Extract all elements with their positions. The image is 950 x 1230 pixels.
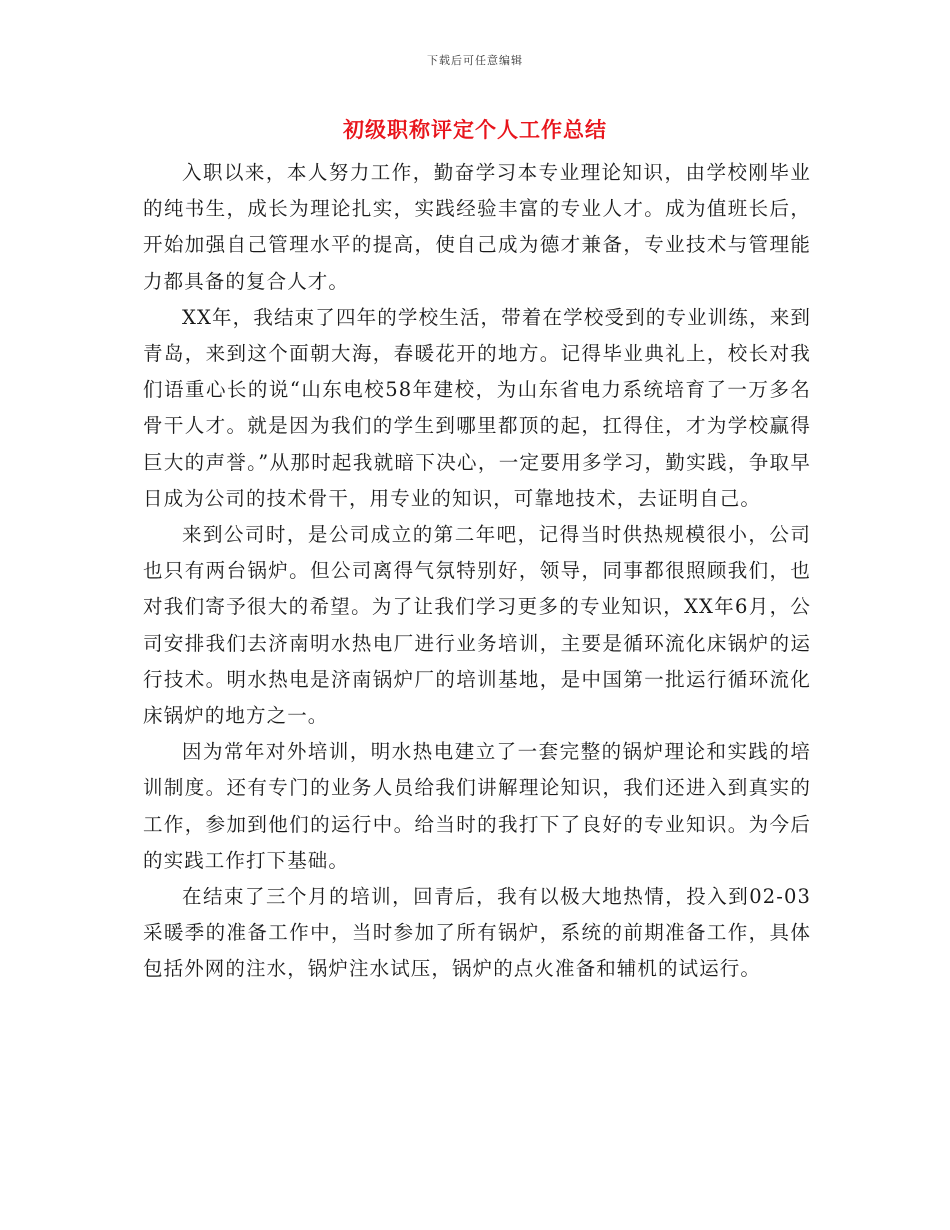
document-body — [143, 155, 811, 988]
header-note: 下载后可任意编辑 — [427, 54, 523, 67]
paragraph: XX年，我结束了四年的学校生活，带着在学校受到的专业训练，来到青岛，来到这个面朝大海，春暖花开的地方。记得毕业典礼上，校长对我们语重心长的说“山东电校58年建校，为山东省电力系统培育了一万多名骨干人才。就是因为我们的学生到哪里都顶的起，扛得住，才为学校赢得巨大的声誉。”从那时起我就暗下决心，一定要用多学习，勤实践，争取早日成为公司的技术骨干，用专业的知识，可靠地技术，去证明自己。 — [143, 305, 811, 510]
paragraph: 入职以来，本人努力工作，勤奋学习本专业理论知识，由学校刚毕业的纯书生，成长为理论扎实，实践经验丰富的专业人才。成为值班长后，开始加强自己管理水平的提高，使自己成为德才兼备，专业技术与管理能力都具备的复合人才。 — [143, 161, 811, 293]
document-title: 初级职称评定个人工作总结 — [343, 117, 607, 142]
paragraph: 因为常年对外培训，明水热电建立了一套完整的锅炉理论和实践的培训制度。还有专门的业务人员给我们讲解理论知识，我们还进入到真实的工作，参加到他们的运行中。给当时的我打下了良好的专业知识。为今后的实践工作打下基础。 — [143, 740, 811, 872]
paragraph: 来到公司时，是公司成立的第二年吧，记得当时供热规模很小，公司也只有两台锅炉。但公司离得气氛特别好，领导，同事都很照顾我们，也对我们寄予很大的希望。为了让我们学习更多的专业知识，XX年6月，公司安排我们去济南明水热电厂进行业务培训，主要是循环流化床锅炉的运行技术。明水热电是济南锅炉厂的培训基地，是中国第一批运行循环流化床锅炉的地方之一。 — [143, 523, 811, 728]
paragraph: 在结束了三个月的培训，回青后，我有以极大地热情，投入到02-03采暖季的准备工作中，当时参加了所有锅炉，系统的前期准备工作，具体包括外网的注水，锅炉注水试压，锅炉的点火准备和辅机的试运行。 — [143, 885, 811, 981]
